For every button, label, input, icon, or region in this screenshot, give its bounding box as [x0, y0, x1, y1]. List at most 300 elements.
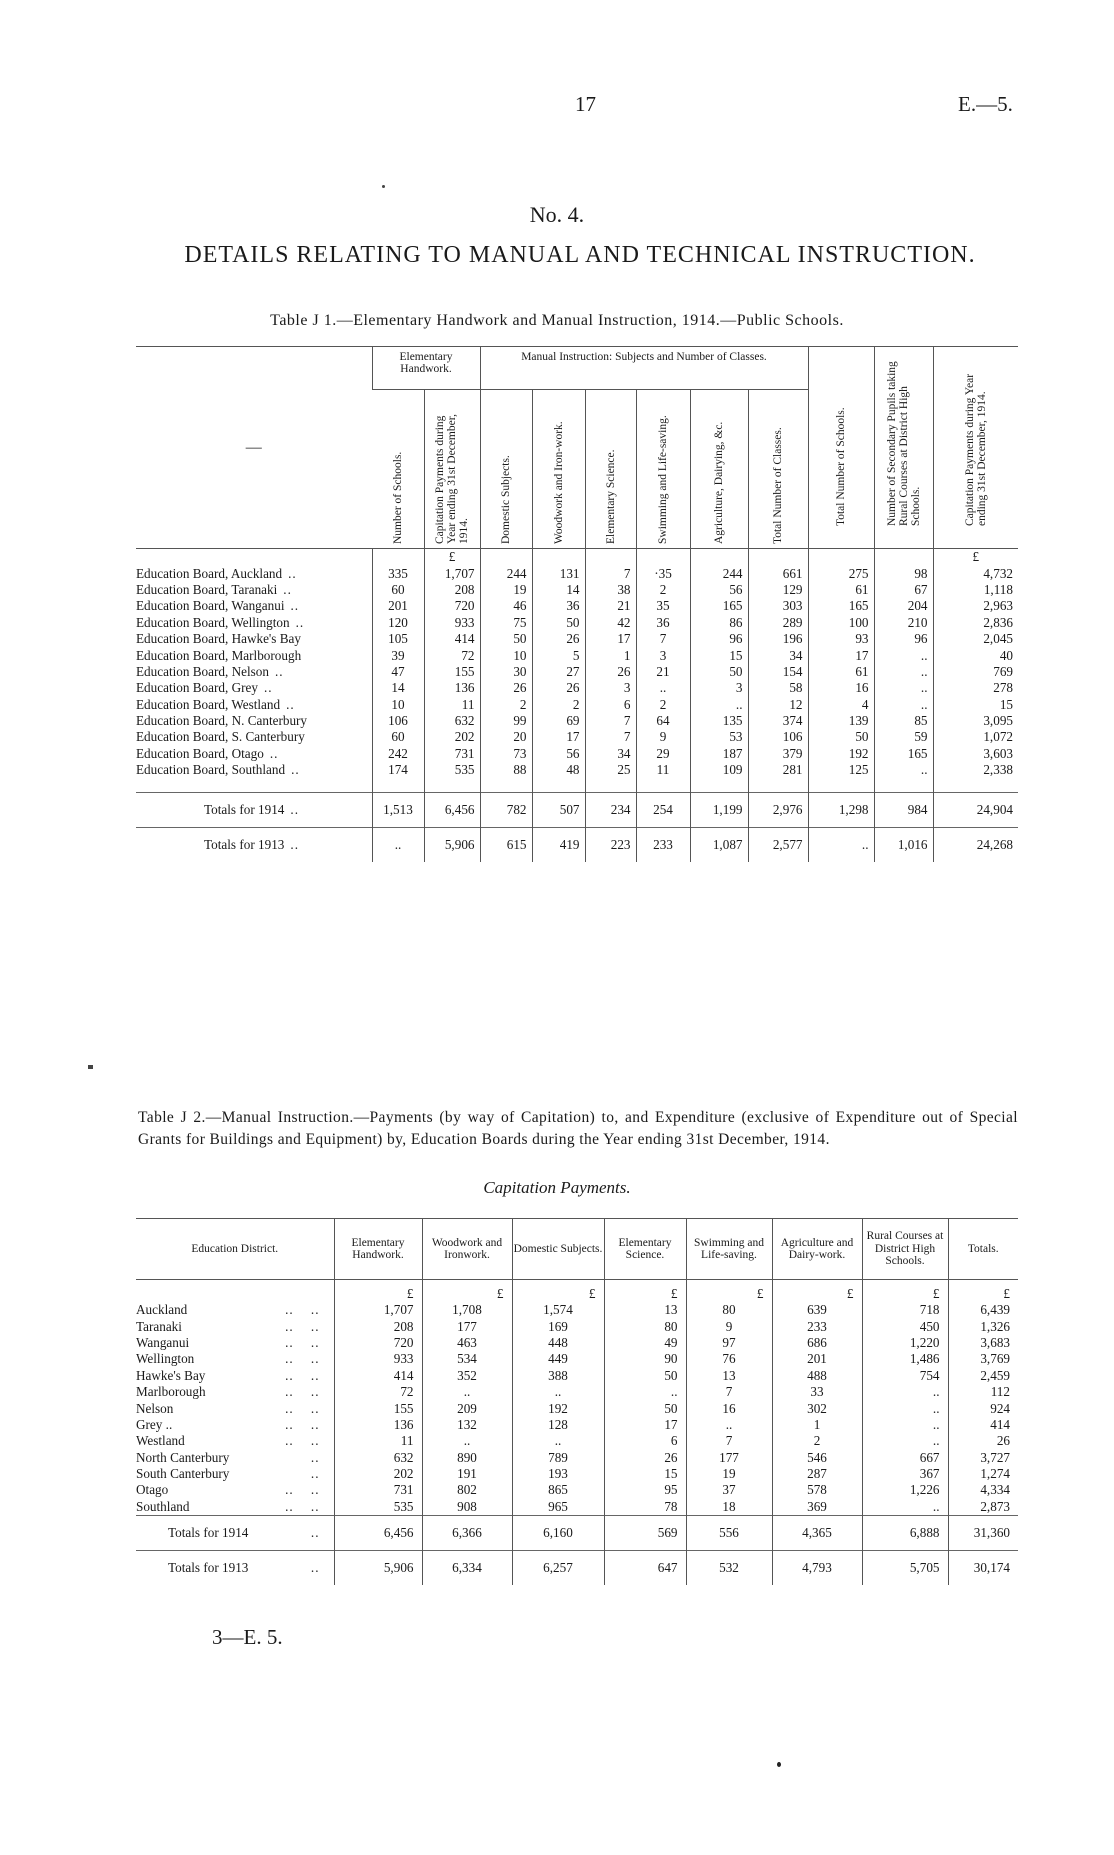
table-row	[136, 697, 1018, 713]
table-cell: 174	[372, 762, 424, 778]
table-cell: 72	[334, 1384, 422, 1400]
row-label: Education Board, Taranaki ..	[136, 581, 292, 597]
table-cell: 4,334	[948, 1482, 1018, 1498]
table-cell: 2,045	[933, 631, 1018, 647]
table-cell: 5	[532, 647, 585, 663]
table-cell: 289	[748, 615, 808, 631]
table-row	[136, 1368, 1018, 1384]
row-label: Totals for 1914 ..	[136, 1516, 334, 1551]
table-row	[136, 1466, 1018, 1482]
table-cell: 1,226	[862, 1482, 948, 1498]
table-cell: 302	[772, 1400, 862, 1416]
table-cell: 450	[862, 1318, 948, 1334]
table-cell: 75	[480, 615, 532, 631]
table-cell: 275	[808, 565, 874, 581]
row-label: South Canterbury ..	[136, 1466, 320, 1482]
table-cell: 335	[372, 565, 424, 581]
table-cell: 26	[532, 680, 585, 696]
table-cell: 93	[808, 631, 874, 647]
col-woodwork: Woodwork and Iron-work.	[532, 390, 585, 549]
table-cell: 30,174	[948, 1551, 1018, 1586]
table-cell: 379	[748, 746, 808, 762]
table-cell: 2	[636, 697, 690, 713]
table-cell: 1,708	[422, 1302, 512, 1318]
table-row	[136, 1400, 1018, 1416]
table-cell: 463	[422, 1335, 512, 1351]
page-number: 17	[575, 92, 596, 116]
table-cell: 535	[424, 762, 480, 778]
row-label: Otago .. ..	[136, 1482, 320, 1498]
table-cell: 1,574	[512, 1302, 604, 1318]
table-cell: 6	[585, 697, 636, 713]
currency-symbol: £	[424, 549, 480, 566]
table-cell: 96	[874, 631, 933, 647]
table-cell: 2,963	[933, 598, 1018, 614]
currency-symbol: £	[686, 1280, 772, 1303]
table-cell: 42	[585, 615, 636, 631]
table-cell: 731	[424, 746, 480, 762]
table-cell: 769	[933, 664, 1018, 680]
table-cell: 36	[636, 615, 690, 631]
table-cell: 414	[424, 631, 480, 647]
table-cell: 532	[686, 1551, 772, 1586]
table-cell: 210	[874, 615, 933, 631]
table-cell: 5,906	[424, 828, 480, 863]
table-cell: 105	[372, 631, 424, 647]
table-cell: 109	[690, 762, 748, 778]
section-title: DETAILS RELATING TO MANUAL AND TECHNICAL INSTRUCTION.	[184, 242, 976, 268]
table-cell: 97	[686, 1335, 772, 1351]
table-cell: 25	[585, 762, 636, 778]
row-label: Education Board, Hawke's Bay	[136, 631, 301, 647]
table-cell: 647	[604, 1551, 686, 1586]
table-cell: 131	[532, 565, 585, 581]
column-header: Rural Courses at District High Schools.	[862, 1219, 948, 1280]
table-cell: ..	[862, 1417, 948, 1433]
table-cell: 242	[372, 746, 424, 762]
table-cell: 1,072	[933, 729, 1018, 745]
table-cell: 19	[686, 1466, 772, 1482]
table-cell: 106	[748, 729, 808, 745]
table-cell: 414	[334, 1368, 422, 1384]
table-cell: 1,016	[874, 828, 933, 863]
table-cell: 1	[585, 647, 636, 663]
table-cell: 61	[808, 664, 874, 680]
table-cell: 632	[424, 713, 480, 729]
table-cell: ..	[862, 1400, 948, 1416]
group-elementary-handwork: Elementary Handwork.	[372, 347, 480, 390]
row-label: Auckland .. ..	[136, 1302, 320, 1318]
table-cell: 85	[874, 713, 933, 729]
currency-symbol: £	[862, 1280, 948, 1303]
table-cell: 78	[604, 1499, 686, 1516]
row-label: Totals for 1913 ..	[136, 828, 372, 863]
table-cell: 3,683	[948, 1335, 1018, 1351]
table-cell: 34	[748, 647, 808, 663]
row-label: Wellington .. ..	[136, 1351, 320, 1367]
table-cell: 3	[636, 647, 690, 663]
table-cell: 76	[686, 1351, 772, 1367]
table-cell: 50	[532, 615, 585, 631]
table-row	[136, 746, 1018, 762]
row-label: Totals for 1914 ..	[136, 793, 372, 828]
row-label: Wanganui .. ..	[136, 1334, 320, 1350]
table-cell: 100	[808, 615, 874, 631]
table-row	[136, 1450, 1018, 1466]
column-header: Education District.	[136, 1219, 334, 1280]
table-cell: 7	[585, 565, 636, 581]
table-cell: 204	[874, 598, 933, 614]
row-label: Education Board, Westland ..	[136, 696, 295, 712]
table-cell: 1,199	[690, 793, 748, 828]
table-cell: 36	[532, 598, 585, 614]
table-cell: 4,732	[933, 565, 1018, 581]
table-cell: 369	[772, 1499, 862, 1516]
table-cell: 2,976	[748, 793, 808, 828]
row-label: Education Board, Wellington ..	[136, 614, 305, 630]
speck-mark	[382, 185, 385, 188]
table-cell: 139	[808, 713, 874, 729]
table-cell: 125	[808, 762, 874, 778]
table-cell: 196	[748, 631, 808, 647]
table-cell: ..	[690, 697, 748, 713]
currency-symbol: £	[948, 1280, 1018, 1303]
table-cell: 718	[862, 1302, 948, 1318]
group-manual-instruction: Manual Instruction: Subjects and Number of Classes.	[480, 347, 808, 390]
table-cell: 209	[422, 1400, 512, 1416]
table-cell: 177	[422, 1318, 512, 1334]
table-cell: 136	[334, 1417, 422, 1433]
currency-symbol: £	[772, 1280, 862, 1303]
row-label: Westland .. ..	[136, 1433, 320, 1449]
table-cell: 24,268	[933, 828, 1018, 863]
col-secondary-pupils: Number of Secondary Pupils taking Rural Courses at District High Schools.	[874, 347, 933, 549]
totals-row	[136, 828, 1018, 863]
table-cell: 5,906	[334, 1551, 422, 1586]
table-cell: 2,459	[948, 1368, 1018, 1384]
table-cell: 448	[512, 1335, 604, 1351]
table-cell: 49	[604, 1335, 686, 1351]
table-cell: 2,577	[748, 828, 808, 863]
table-cell: 50	[690, 664, 748, 680]
row-label: Southland .. ..	[136, 1498, 320, 1514]
table-cell: 686	[772, 1335, 862, 1351]
table-cell: 556	[686, 1516, 772, 1551]
table-cell: 155	[424, 664, 480, 680]
table-cell: 1,707	[424, 565, 480, 581]
table-cell: 546	[772, 1450, 862, 1466]
table-cell: 1,298	[808, 793, 874, 828]
table-cell: 639	[772, 1302, 862, 1318]
table-cell: 4	[808, 697, 874, 713]
table-cell: 7	[686, 1384, 772, 1400]
table-cell: 6,439	[948, 1302, 1018, 1318]
table-cell: 20	[480, 729, 532, 745]
table-row	[136, 1318, 1018, 1334]
table-cell: 15	[933, 697, 1018, 713]
table-cell: 155	[334, 1400, 422, 1416]
table-row	[136, 1482, 1018, 1498]
table-cell: 908	[422, 1499, 512, 1516]
table-cell: ·35	[636, 565, 690, 581]
table-cell: 731	[334, 1482, 422, 1498]
table-row	[136, 1433, 1018, 1449]
table-cell: 40	[933, 647, 1018, 663]
table-cell: 18	[686, 1499, 772, 1516]
table-cell: 1,326	[948, 1318, 1018, 1334]
table-cell: ..	[874, 664, 933, 680]
table-cell: 21	[585, 598, 636, 614]
table-cell: ..	[422, 1433, 512, 1449]
table-cell: 165	[874, 746, 933, 762]
currency-symbol: £	[604, 1280, 686, 1303]
table-cell: 27	[532, 664, 585, 680]
table-cell: 6,257	[512, 1551, 604, 1586]
table-cell: ..	[422, 1384, 512, 1400]
table-cell: 3,095	[933, 713, 1018, 729]
table-cell: 129	[748, 582, 808, 598]
table-cell: 2	[532, 697, 585, 713]
table-cell: 1,707	[334, 1302, 422, 1318]
row-label: Education Board, S. Canterbury	[136, 729, 305, 745]
table-cell: 60	[372, 582, 424, 598]
row-label: Grey .. .. ..	[136, 1416, 320, 1432]
currency-symbol: £	[334, 1280, 422, 1303]
table-cell: 17	[604, 1417, 686, 1433]
table-cell: 16	[808, 680, 874, 696]
table-j1-title: Table J 1.—Elementary Handwork and Manual Instruction, 1914.—Public Schools.	[270, 312, 844, 329]
table-cell: 3,727	[948, 1450, 1018, 1466]
table-cell: 37	[686, 1482, 772, 1498]
totals-row	[136, 1551, 1018, 1586]
table-cell: 367	[862, 1466, 948, 1482]
column-header: Totals.	[948, 1219, 1018, 1280]
table-cell: 233	[636, 828, 690, 863]
table-cell: 21	[636, 664, 690, 680]
table-cell: 47	[372, 664, 424, 680]
table-row	[136, 1351, 1018, 1367]
table-cell: 64	[636, 713, 690, 729]
table-cell: 11	[334, 1433, 422, 1449]
table-cell: 488	[772, 1368, 862, 1384]
table-cell: 782	[480, 793, 532, 828]
table-cell: 35	[636, 598, 690, 614]
col-capitation-total: Capitation Payments during Year ending 31st December, 1914.	[933, 347, 1018, 549]
table-cell: 720	[424, 598, 480, 614]
table-cell: 191	[422, 1466, 512, 1482]
table-cell: 6,456	[334, 1516, 422, 1551]
totals-row	[136, 793, 1018, 828]
table-cell: 2,836	[933, 615, 1018, 631]
column-header: Elementary Science.	[604, 1219, 686, 1280]
table-cell: 569	[604, 1516, 686, 1551]
table-row	[136, 1302, 1018, 1318]
table-cell: 1,274	[948, 1466, 1018, 1482]
row-label: Education Board, Grey ..	[136, 680, 273, 696]
table-cell: 1,220	[862, 1335, 948, 1351]
table-cell: 661	[748, 565, 808, 581]
table-cell: 6	[604, 1433, 686, 1449]
table-cell: 14	[372, 680, 424, 696]
column-header: Woodwork and Ironwork.	[422, 1219, 512, 1280]
table-cell: 534	[422, 1351, 512, 1367]
table-cell: 3,603	[933, 746, 1018, 762]
table-cell: 7	[585, 729, 636, 745]
table-cell: 26	[948, 1433, 1018, 1449]
table-cell: ..	[862, 1433, 948, 1449]
table-cell: 802	[422, 1482, 512, 1498]
table-cell: 193	[512, 1466, 604, 1482]
table-cell: 192	[808, 746, 874, 762]
table-cell: 177	[686, 1450, 772, 1466]
table-cell: 46	[480, 598, 532, 614]
table-cell: 48	[532, 762, 585, 778]
table-cell: 667	[862, 1450, 948, 1466]
table-cell: 50	[604, 1400, 686, 1416]
table-cell: 50	[480, 631, 532, 647]
table-cell: 120	[372, 615, 424, 631]
table-row	[136, 1499, 1018, 1516]
table-cell: 244	[480, 565, 532, 581]
footer-signature: 3—E. 5.	[212, 1625, 283, 1649]
table-cell: 10	[372, 697, 424, 713]
table-cell: 99	[480, 713, 532, 729]
currency-symbol: £	[933, 549, 1018, 566]
table-cell: ..	[874, 697, 933, 713]
table-cell: 933	[334, 1351, 422, 1367]
table-cell: 80	[604, 1318, 686, 1334]
table-cell: 165	[690, 598, 748, 614]
table-row	[136, 582, 1018, 598]
table-cell: 19	[480, 582, 532, 598]
table-row	[136, 565, 1018, 581]
table-cell: 388	[512, 1368, 604, 1384]
table-cell: 419	[532, 828, 585, 863]
table-cell: 933	[424, 615, 480, 631]
table-cell: ..	[808, 828, 874, 863]
col-domestic-subjects: Domestic Subjects.	[480, 390, 532, 549]
col-total-schools: Total Number of Schools.	[808, 347, 874, 549]
table-cell: 13	[686, 1368, 772, 1384]
table-cell: 86	[690, 615, 748, 631]
table-cell: 1,118	[933, 582, 1018, 598]
table-cell: 865	[512, 1482, 604, 1498]
table-cell: 26	[604, 1450, 686, 1466]
row-label: Marlborough .. ..	[136, 1384, 320, 1400]
table-cell: 67	[874, 582, 933, 598]
table-cell: 72	[424, 647, 480, 663]
table-cell: 414	[948, 1417, 1018, 1433]
table-cell: ..	[512, 1384, 604, 1400]
table-row	[136, 713, 1018, 729]
table-cell: 6,160	[512, 1516, 604, 1551]
table-cell: 26	[480, 680, 532, 696]
column-header: Agriculture and Dairy-work.	[772, 1219, 862, 1280]
table-cell: 535	[334, 1499, 422, 1516]
table-cell: 890	[422, 1450, 512, 1466]
table-cell: ..	[874, 680, 933, 696]
table-cell: 69	[532, 713, 585, 729]
table-cell: 106	[372, 713, 424, 729]
table-cell: 98	[874, 565, 933, 581]
table-j2-subtitle: Capitation Payments.	[483, 1178, 631, 1197]
table-cell: 56	[532, 746, 585, 762]
table-row	[136, 631, 1018, 647]
table-cell: 39	[372, 647, 424, 663]
table-cell: 254	[636, 793, 690, 828]
table-cell: 278	[933, 680, 1018, 696]
speck-mark	[777, 1762, 781, 1767]
table-cell: 187	[690, 746, 748, 762]
table-cell: 96	[690, 631, 748, 647]
table-cell: 30	[480, 664, 532, 680]
table-cell: 208	[334, 1318, 422, 1334]
table-cell: 449	[512, 1351, 604, 1367]
table-cell: 615	[480, 828, 532, 863]
row-label: Education Board, N. Canterbury	[136, 713, 308, 729]
table-row	[136, 664, 1018, 680]
totals-row	[136, 1516, 1018, 1551]
row-label: Education Board, Otago ..	[136, 745, 279, 761]
speck-mark	[88, 1065, 93, 1069]
row-label: Education Board, Nelson ..	[136, 663, 284, 679]
table-cell: 95	[604, 1482, 686, 1498]
col-total-classes: Total Number of Classes.	[748, 390, 808, 549]
document-code: E.—5.	[958, 92, 1013, 116]
table-cell: 15	[604, 1466, 686, 1482]
table-cell: 2	[636, 582, 690, 598]
table-cell: 26	[585, 664, 636, 680]
table-cell: 38	[585, 582, 636, 598]
table-cell: 720	[334, 1335, 422, 1351]
table-cell: 281	[748, 762, 808, 778]
col-elementary-science: Elementary Science.	[585, 390, 636, 549]
table-cell: ..	[512, 1433, 604, 1449]
table-cell: 352	[422, 1368, 512, 1384]
table-cell: 202	[424, 729, 480, 745]
table-cell: 53	[690, 729, 748, 745]
table-cell: 303	[748, 598, 808, 614]
table-row	[136, 1335, 1018, 1351]
row-label: Hawke's Bay .. ..	[136, 1367, 320, 1383]
column-header: Swimming and Life-saving.	[686, 1219, 772, 1280]
table-cell: 2,338	[933, 762, 1018, 778]
row-label: Education Board, Marlborough	[136, 647, 302, 663]
col-number-of-schools: Number of Schools.	[391, 451, 404, 544]
table-cell: 192	[512, 1400, 604, 1416]
table-cell: 17	[532, 729, 585, 745]
table-row	[136, 729, 1018, 745]
table-cell: 7	[686, 1433, 772, 1449]
table-cell: 1	[772, 1417, 862, 1433]
table-cell: 965	[512, 1499, 604, 1516]
table-cell: 3,769	[948, 1351, 1018, 1367]
row-label: North Canterbury ..	[136, 1449, 320, 1465]
col-capitation-payments: Capitation Payments during Year ending 31st December, 1914.	[424, 390, 480, 549]
currency-symbol: £	[512, 1280, 604, 1303]
table-cell: 16	[686, 1400, 772, 1416]
table-cell: 9	[636, 729, 690, 745]
table-row	[136, 615, 1018, 631]
table-cell: 924	[948, 1400, 1018, 1416]
table-cell: 1,513	[372, 793, 424, 828]
table-cell: 60	[372, 729, 424, 745]
table-cell: 90	[604, 1351, 686, 1367]
table-cell: ..	[636, 680, 690, 696]
table-cell: 11	[424, 697, 480, 713]
table-cell: 984	[874, 793, 933, 828]
row-label: Taranaki .. ..	[136, 1318, 320, 1334]
